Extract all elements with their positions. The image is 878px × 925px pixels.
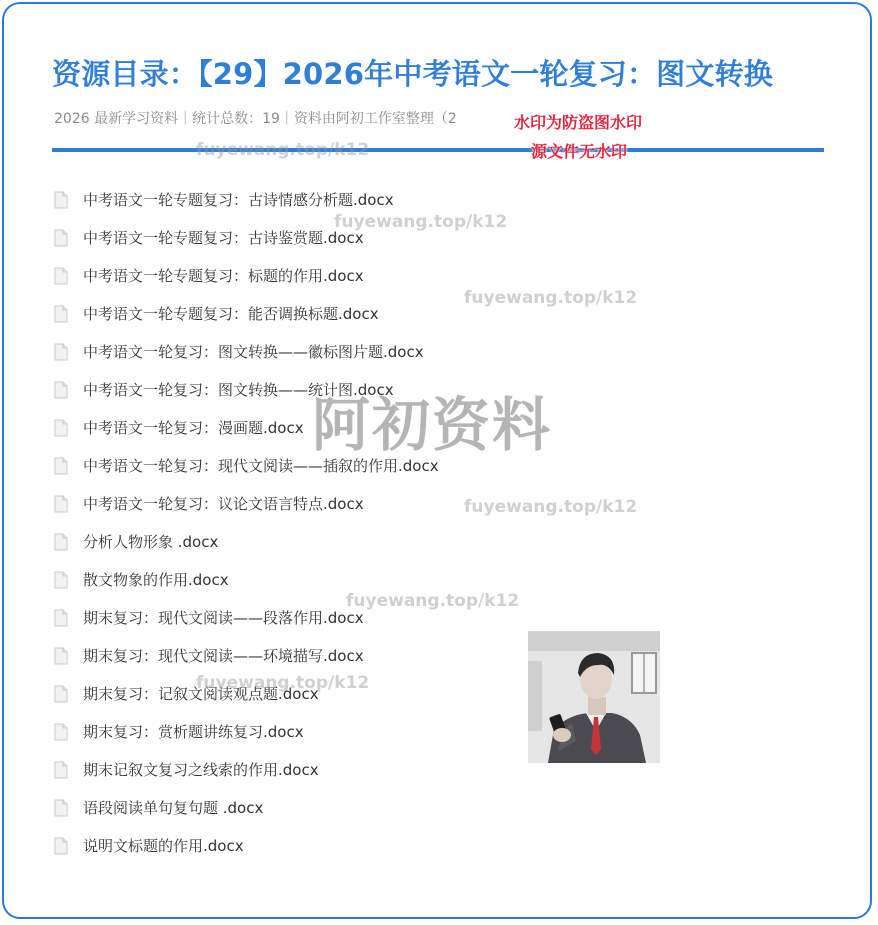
url-watermark: fuyewang.top/k12	[464, 497, 638, 517]
file-list-item[interactable]	[54, 342, 439, 380]
file-name: 期末复习：现代文阅读——环境描写.docx	[83, 647, 364, 665]
brand-watermark: 阿初资料	[312, 391, 553, 459]
file-name: 中考语文一轮专题复习：标题的作用.docx	[83, 267, 364, 285]
file-list-item[interactable]	[54, 836, 439, 874]
file-name: 期末复习：现代文阅读——段落作用.docx	[83, 609, 364, 627]
url-watermark: fuyewang.top/k12	[334, 212, 508, 232]
url-watermark: fuyewang.top/k12	[464, 288, 638, 308]
file-list-item[interactable]	[54, 456, 439, 494]
file-list-item[interactable]	[54, 380, 439, 418]
file-list-item[interactable]	[54, 494, 439, 532]
file-list-item[interactable]	[54, 266, 439, 304]
document-icon	[54, 229, 68, 247]
file-name: 期末记叙文复习之线索的作用.docx	[83, 761, 319, 779]
file-name: 中考语文一轮复习：漫画题.docx	[83, 419, 304, 437]
file-list-item[interactable]	[54, 570, 439, 608]
file-list-item[interactable]	[54, 684, 439, 722]
file-list-item[interactable]	[54, 798, 439, 836]
file-name: 散文物象的作用.docx	[83, 571, 229, 589]
file-list-item[interactable]	[54, 190, 439, 228]
file-name: 说明文标题的作用.docx	[83, 837, 244, 855]
url-watermark: fuyewang.top/k12	[196, 673, 370, 693]
document-icon	[54, 837, 68, 855]
file-name: 分析人物形象 .docx	[83, 533, 219, 551]
document-icon	[54, 533, 68, 551]
anti-theft-notice-line1: 水印为防盗图水印	[514, 113, 643, 132]
file-list	[54, 190, 439, 874]
file-list-item[interactable]	[54, 722, 439, 760]
file-name: 中考语文一轮复习：图文转换——统计图.docx	[83, 381, 394, 399]
file-list-item[interactable]	[54, 228, 439, 266]
file-name: 中考语文一轮复习：图文转换——徽标图片题.docx	[83, 343, 424, 361]
file-name: 期末复习：记叙文阅读观点题.docx	[83, 685, 319, 703]
document-icon	[54, 495, 68, 513]
page-subtitle: 2026 最新学习资料｜统计总数：19｜资料由阿初工作室整理（2	[54, 111, 457, 127]
title-divider	[52, 148, 824, 152]
document-icon	[54, 381, 68, 399]
document-icon	[54, 305, 68, 323]
document-icon	[54, 571, 68, 589]
anti-theft-notice-line2: 源文件无水印	[531, 142, 628, 161]
file-name: 中考语文一轮专题复习：古诗情感分析题.docx	[83, 191, 394, 209]
file-list-item[interactable]	[54, 418, 439, 456]
file-list-item[interactable]	[54, 760, 439, 798]
document-icon	[54, 457, 68, 475]
document-icon	[54, 685, 68, 703]
file-name: 中考语文一轮复习：现代文阅读——插叙的作用.docx	[83, 457, 439, 475]
document-icon	[54, 343, 68, 361]
file-name: 语段阅读单句复句题 .docx	[83, 799, 264, 817]
file-name: 中考语文一轮专题复习：能否调换标题.docx	[83, 305, 379, 323]
document-icon	[54, 799, 68, 817]
document-icon	[54, 191, 68, 209]
document-icon	[54, 723, 68, 741]
file-name: 中考语文一轮复习：议论文语言特点.docx	[83, 495, 364, 513]
document-icon	[54, 609, 68, 627]
page-title: 资源目录：【29】2026年中考语文一轮复习：图文转换	[52, 57, 773, 91]
document-icon	[54, 419, 68, 437]
file-list-item[interactable]	[54, 304, 439, 342]
document-icon	[54, 761, 68, 779]
file-name: 期末复习：赏析题讲练复习.docx	[83, 723, 304, 741]
file-list-item[interactable]	[54, 608, 439, 646]
url-watermark: fuyewang.top/k12	[346, 591, 520, 611]
document-icon	[54, 267, 68, 285]
file-list-item[interactable]	[54, 532, 439, 570]
businessman-illustration	[528, 631, 660, 763]
file-name: 中考语文一轮专题复习：古诗鉴赏题.docx	[83, 229, 364, 247]
document-icon	[54, 647, 68, 665]
url-watermark: fuyewang.top/k12	[196, 140, 370, 160]
file-list-item[interactable]	[54, 646, 439, 684]
